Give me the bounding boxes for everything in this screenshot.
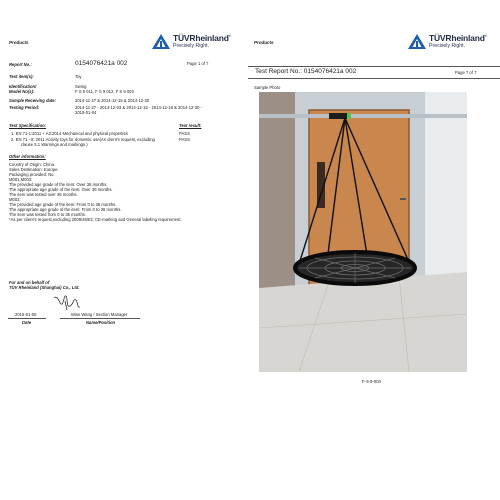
- brand-tagline: Precisely Right.: [429, 42, 466, 49]
- report-title: Test Report No.: 0154076421a 002: [255, 68, 357, 75]
- model-no-label: Model No(s):: [9, 89, 35, 94]
- tuv-logo: [408, 34, 487, 49]
- tuv-triangle-icon: [408, 34, 426, 49]
- date-rule: [8, 318, 46, 319]
- spec-result-1: PASS: [179, 131, 190, 136]
- report-no-value: 0154076421a 002: [75, 60, 128, 67]
- other-line: M001,M003:: [9, 177, 33, 182]
- brand-name: TÜVRheinland: [173, 33, 229, 43]
- page-number: Page 1 of 7: [187, 61, 209, 66]
- other-line: Sales Destination: Europe.: [9, 167, 59, 172]
- test-result-label: Test result:: [179, 123, 202, 128]
- tuv-logo: [152, 34, 231, 49]
- spec-item-1: 1. EN 71-1:2011 + A3:2014 Mechanical and physical properties: [11, 131, 128, 136]
- report-page-7: [248, 30, 500, 384]
- identification-value: Swing: [75, 84, 87, 89]
- receiving-date-value: 2014-11-27 & 2014-12-15 & 2014-12-30: [75, 98, 150, 103]
- test-specification-label: Test Specification:: [9, 123, 47, 128]
- other-line: M002:: [9, 197, 21, 202]
- testing-period-label: Testing Period:: [9, 105, 40, 110]
- name-rule: [60, 318, 140, 319]
- other-line: The appropriate age grade of the item: Over 36 months.: [9, 187, 113, 192]
- other-line: The item was tested from 0 to 36 months.: [9, 212, 87, 217]
- signature-image: [52, 292, 82, 312]
- photo-caption: F-S-9-003: [362, 379, 381, 384]
- products-header: Products: [254, 40, 274, 45]
- signer-name: Wise Wang / Section Manager: [71, 312, 128, 317]
- name-position-label: Name/Position: [86, 320, 116, 325]
- sample-photo-label: Sample Photo: [254, 85, 281, 90]
- test-items-label: Test item(s):: [9, 74, 34, 79]
- other-line: *As per client's request,excluding 2009/48/EC CE-marking and General labeling requirement.: [9, 217, 182, 222]
- other-information-label: Other information:: [9, 154, 46, 159]
- date-label: Date: [22, 320, 32, 325]
- registered-mark: ®: [228, 34, 231, 39]
- other-line: The item was tested over 36 months.: [9, 192, 78, 197]
- other-line: The appropriate age grade of the item: From 0 to 36 months.: [9, 207, 122, 212]
- test-items-value: Toy: [75, 74, 82, 79]
- receiving-date-label: Sample Receiving date:: [9, 98, 57, 103]
- other-line: Packaging provided: No.: [9, 172, 55, 177]
- identification-label: Identification/: [9, 84, 37, 89]
- spec-item-2: 2. EN 71 - 8: 2011 Activity toys for domestic use(As client's request, excluding: [11, 137, 155, 142]
- signature-date: 2015-01-05: [15, 312, 37, 317]
- report-no-label: Report No.:: [9, 62, 32, 67]
- other-line: Country of Origin: China.: [9, 162, 56, 167]
- brand-name: TÜVRheinland: [429, 33, 485, 43]
- sample-photo: [259, 92, 467, 372]
- spec-result-2: PASS: [179, 137, 190, 142]
- company-name: TÜV Rheinland (Shanghai) Co., Ltd.: [9, 285, 80, 290]
- other-line: The provided age grade of the item: From 0 to 36 months.: [9, 202, 117, 207]
- testing-period-value-2: 2015-01-04: [75, 110, 97, 115]
- report-page-1: [0, 30, 250, 330]
- brand-tagline: Precisely Right.: [173, 42, 210, 49]
- page-number: Page 7 of 7: [455, 70, 477, 75]
- model-no-value: F S 9 011, F S 9 012, F S 9 003: [75, 89, 134, 94]
- on-behalf-label: For and on behalf of: [9, 280, 50, 285]
- registered-mark: ®: [484, 34, 487, 39]
- report-title-bar: [248, 66, 500, 79]
- testing-period-value: 2014-11-27 - 2014-12-03 & 2014-12-15 - 2014-12-18 & 2014-12-30 -: [75, 105, 203, 110]
- tuv-triangle-icon: [152, 34, 170, 49]
- products-header: Products: [9, 40, 29, 45]
- other-line: The provided age grade of the item: Over 36 months.: [9, 182, 108, 187]
- spec-item-2-cont: clause 5.1 Warnings and markings.): [21, 142, 88, 147]
